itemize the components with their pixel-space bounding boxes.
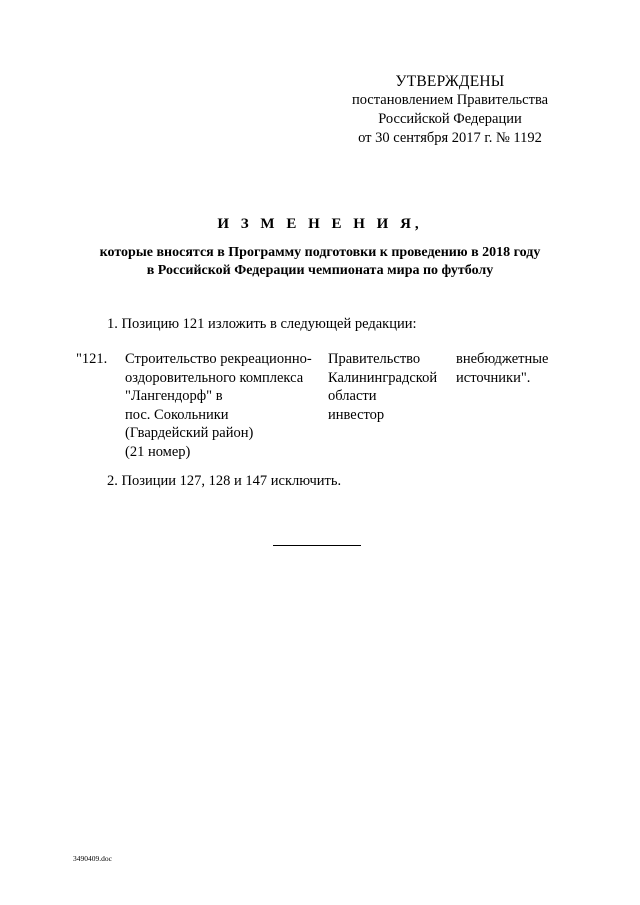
document-subtitle-line-2: в Российской Федерации чемпионата мира по футболу bbox=[146, 263, 494, 278]
end-divider bbox=[273, 545, 361, 546]
object-line: пос. Сокольники bbox=[125, 406, 229, 423]
responsible-line: инвестор bbox=[328, 406, 385, 423]
file-name-footer: 3490409.doc bbox=[73, 854, 112, 863]
source-line: источники". bbox=[456, 369, 531, 386]
approval-line-2: Российской Федерации bbox=[378, 111, 522, 127]
document-title: И З М Е Н Е Н И Я, bbox=[217, 216, 423, 232]
source-line: внебюджетные bbox=[456, 351, 549, 367]
approval-title: УТВЕРЖДЕНЫ bbox=[395, 73, 505, 90]
responsible-line: области bbox=[328, 388, 377, 404]
object-line: "Лангендорф" в bbox=[125, 388, 223, 404]
responsible-line: Правительство bbox=[328, 351, 421, 367]
position-responsible bbox=[328, 350, 453, 424]
paragraph-2: 2. Позиции 127, 128 и 147 исключить. bbox=[107, 473, 342, 489]
document-subtitle-line-1: которые вносятся в Программу подготовки к проведению в 2018 году bbox=[99, 245, 541, 260]
position-funding-source bbox=[456, 350, 571, 387]
object-line: (Гвардейский район) bbox=[125, 425, 254, 441]
responsible-line: Калининградской bbox=[328, 369, 438, 386]
approval-line-1: постановлением Правительства bbox=[351, 92, 549, 108]
paragraph-1: 1. Позицию 121 изложить в следующей редакции: bbox=[107, 316, 417, 332]
position-object bbox=[125, 350, 325, 461]
position-number: "121. bbox=[76, 351, 108, 367]
object-line: оздоровительного комплекса bbox=[125, 369, 304, 386]
object-line: Строительство рекреационно- bbox=[125, 351, 312, 367]
approval-stamp bbox=[330, 72, 570, 148]
object-line: (21 номер) bbox=[125, 443, 191, 460]
approval-line-3: от 30 сентября 2017 г. № 1192 bbox=[358, 130, 542, 146]
document-subtitle bbox=[40, 244, 600, 280]
